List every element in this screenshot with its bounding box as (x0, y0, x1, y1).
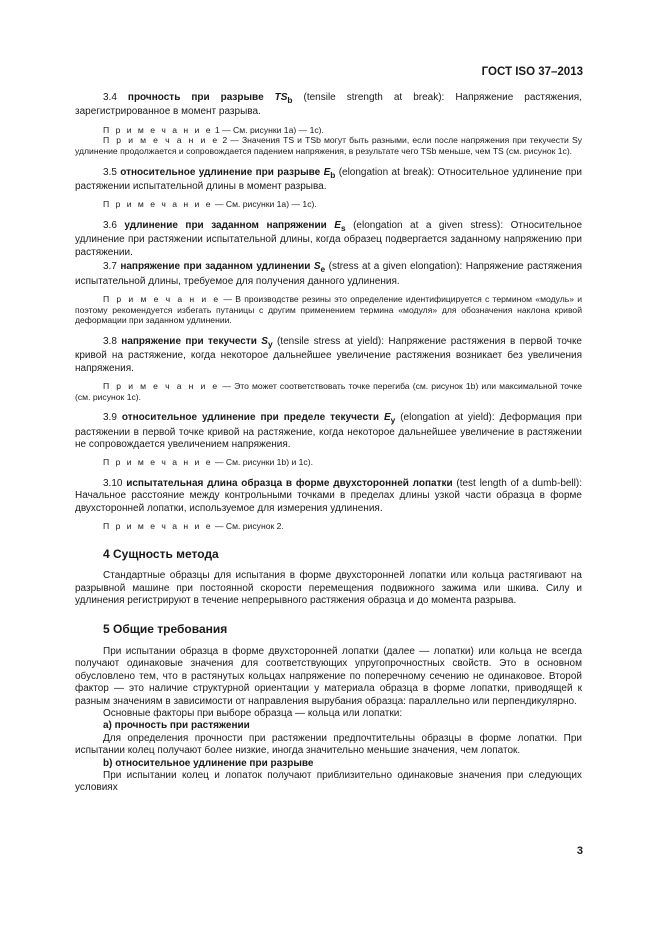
definition-text: (elongation at a given stress): Относительное удлинение при растяжении испытательной длины, когда образец подвергается заданному напряжению при растяжении. (75, 220, 583, 258)
note (75, 125, 582, 136)
note-label: П р и м е ч а н и е (103, 124, 213, 135)
definition-3-9 (75, 412, 582, 451)
standard-header: ГОСТ ISO 37–2013 (481, 66, 583, 78)
definition-number: 3.4 (103, 92, 117, 103)
note (75, 135, 582, 156)
definition-3-10 (75, 478, 582, 515)
section-5-paragraph: Основные факторы при выборе образца — кольца или лопатки: (103, 707, 403, 719)
list-item-a-text: Для определения прочности при растяжении предпочтительны образцы в форме лопатки. При испытании колец получают более низкие, иногда значительно меньшие значения, чем лопаток. (75, 732, 582, 757)
definition-symbol-subscript: b (287, 95, 293, 105)
definition-symbol: E (383, 412, 391, 424)
note-label: П р и м е ч а н и е (103, 199, 213, 210)
note-text: — См. рисунок 2. (214, 521, 284, 532)
definition-text: (stress at a given elongation): Напряжение растяжения испытательной длины, требуемое для получения данного удлинения. (75, 261, 583, 287)
definition-term: удлинение при заданном напряжении (124, 220, 327, 231)
note-text: 1 — См. рисунки 1a) — 1c). (214, 124, 324, 135)
definition-symbol: TS (274, 92, 288, 103)
definition-number: 3.10 (103, 478, 123, 490)
note (75, 457, 582, 468)
definition-term: относительное удлинение при разрыве (120, 166, 321, 178)
definition-number: 3.5 (103, 166, 117, 178)
definition-number: 3.9 (103, 412, 117, 424)
definition-number: 3.7 (103, 261, 117, 273)
definition-3-6 (75, 220, 582, 259)
definition-term: напряжение при текучести (121, 335, 257, 347)
list-item-b-label: b) относительное удлинение при разрыве (103, 757, 314, 769)
definition-3-4 (75, 92, 582, 119)
note-text: — См. рисунки 1a) — 1c). (214, 199, 317, 210)
note-label: П р и м е ч а н и е (103, 457, 213, 468)
list-item-b-text: При испытании колец и лопаток получают приблизительно одинаковые значения при следующих условиях (75, 769, 582, 794)
note-text: — Это может соответствовать точке перегиба (см. рисунок 1b) или максимальной точке (см. рисунок 1c). (75, 381, 583, 402)
section-4-text: Стандартные образцы для испытания в форме двухсторонней лопатки или кольца растягивают на разрывной машине при постоянной скорости перемещения подвижного зажима или шкива. Силу и удлинения регистрируют в течение непрерывного растяжения образца и до момента разрыва. (75, 570, 582, 607)
note (75, 521, 582, 532)
note (75, 294, 582, 326)
definition-term: относительное удлинение при пределе текучести (121, 412, 379, 424)
definition-symbol: S (313, 261, 321, 273)
definition-term: прочность при разрыве (127, 92, 264, 103)
note-label: П р и м е ч а н и е (103, 381, 220, 392)
definition-symbol: E (323, 166, 331, 178)
definition-text: (tensile stress at yield): Напряжение растяжения в первой точке кривой на растяжение, когда некоторое дальнейшее увеличение растяжения возникает без увеличения напряжения. (75, 335, 582, 374)
section-heading: 4 Сущность метода (103, 546, 219, 561)
definition-text: (test length of a dumb-bell): Начальное расстояние между контрольными точками в пределах длины узкой части образца в форме двухсторонней лопатки, используемое для измерения удлинения. (75, 478, 582, 514)
definition-3-8 (75, 336, 582, 375)
definition-symbol-subscript: s (340, 223, 346, 233)
definition-text: (tensile strength at break): Напряжение растяжения, зарегистрированное в момент разрыва. (75, 92, 582, 118)
definition-symbol-subscript: y (267, 338, 273, 349)
note-text: — См. рисунки 1b) и 1c). (214, 457, 313, 468)
definition-number: 3.8 (103, 335, 117, 347)
definition-symbol: S (261, 335, 268, 347)
list-item-a-label: a) прочность при растяжении (103, 720, 250, 732)
definition-term: испытательная длина образца в форме двухсторонней лопатки (126, 478, 453, 490)
definition-text: (elongation at break): Относительное удлинение при растяжении испытательной длины в момент разрыва. (75, 166, 583, 192)
definition-symbol-subscript: b (330, 169, 336, 180)
note-label: П р и м е ч а н и е (103, 521, 213, 532)
definition-text: (elongation at yield): Деформация при растяжении в первой точке кривой на растяжение, когда некоторое дальнейшее увеличение в растяжении не сопровождается увеличением напряжения. (75, 412, 582, 451)
note-text: 2 — Значения TS и TSb могут быть разными, если после напряжения при текучести Sy удлинение продолжается и сопровождается падением напряжения, в результате чего TSb меньше, чем TS (см. рисунок 1c). (75, 135, 582, 156)
definition-3-5 (75, 167, 582, 194)
definition-number: 3.6 (103, 220, 117, 231)
page-number: 3 (576, 845, 583, 857)
section-5-paragraph: При испытании образца в форме двухсторонней лопатки (далее — лопатки) или кольца не всегда получают одинаковые значения для соответствующих упругопрочностных свойств. Это в основном обусловлено тем, что в растянутых кольцах напряжение по поперечному сечению не одинаковое. Второй фактор — это наличие структурной ориентации у материала образца в форме лопатки, приводящей к разным значениям в зависимости от направления вырубания образца: параллельно или перпендикулярно. (75, 645, 582, 707)
definition-3-7 (75, 261, 582, 288)
note (75, 381, 582, 402)
note (75, 199, 582, 210)
section-heading: 5 Общие требования (103, 622, 228, 637)
document-body (75, 92, 582, 795)
definition-symbol: E (334, 220, 341, 231)
definition-symbol-subscript: e (320, 264, 326, 275)
note-label: П р и м е ч а н и е (103, 294, 221, 305)
definition-symbol-subscript: y (390, 415, 396, 426)
definition-term: напряжение при заданном удлинении (120, 261, 311, 273)
note-label: П р и м е ч а н и е (103, 135, 220, 146)
note-text: — В производстве резины это определение идентифицируется с термином «модуль» и поэтому рекомендуется избегать путаницы с другим применением термина «модуля» для обозначения наклона кривой деформации при заданном удлинении. (75, 294, 583, 326)
